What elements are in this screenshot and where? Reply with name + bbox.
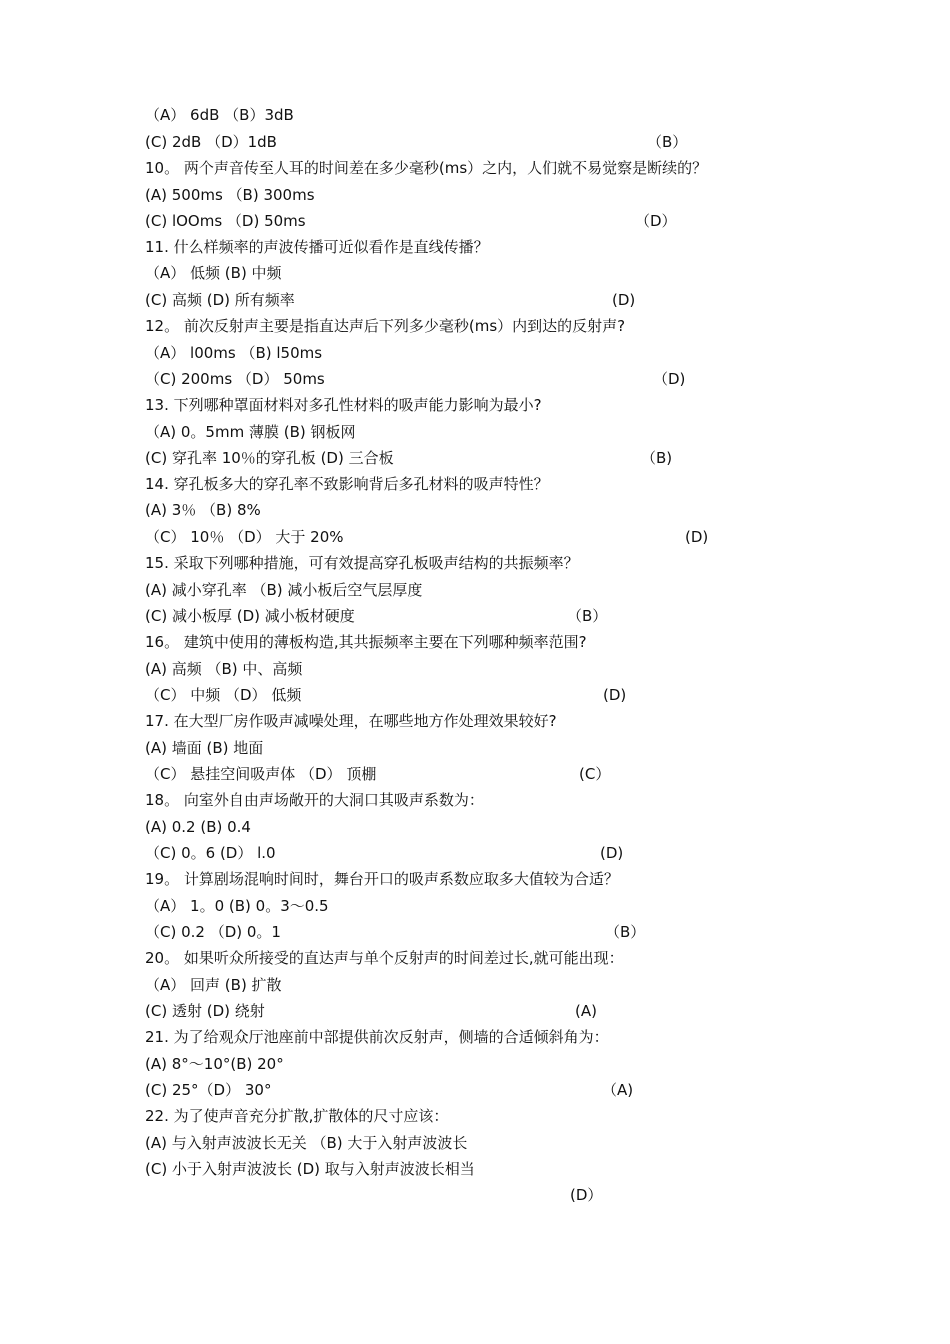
line-text: （C) 200ms （D） 50ms [145, 370, 325, 388]
answer-label: （B) [641, 449, 673, 467]
answer-label: (D） [570, 1186, 603, 1204]
line-text: 20。 如果听众所接受的直达声与单个反射声的时间差过长,就可能出现： [145, 949, 624, 967]
line-text: 10。 两个声音传至人耳的时间差在多少毫秒(ms）之内，人们就不易觉察是断续的？ [145, 159, 708, 177]
answer-label: (C） [579, 765, 611, 783]
answer-label: （D) [653, 370, 686, 388]
answer-label: （D） [635, 212, 677, 230]
line-text: （C） 中频 （D） 低频 [145, 686, 302, 704]
line-text: (A) 500ms （B) 300ms [145, 186, 315, 204]
line-text: （C) 0.2 （D) 0。1 [145, 923, 281, 941]
line-text: (C) lOOms （D) 50ms [145, 212, 306, 230]
line-text: (A) 减小穿孔率 （B) 减小板后空气层厚度 [145, 581, 423, 599]
line-text: 15. 采取下列哪种措施，可有效提高穿孔板吸声结构的共振频率？ [145, 554, 579, 572]
line-text: (A) 0.2 (B) 0.4 [145, 818, 251, 836]
line-text: （C） 悬挂空间吸声体 （D） 顶棚 [145, 765, 377, 783]
answer-label: (D) [612, 291, 636, 309]
line-text: （C） 10％ （D） 大于 20% [145, 528, 344, 546]
answer-label: (D) [685, 528, 709, 546]
line-text: (C) 穿孔率 10％的穿孔板 (D) 三合板 [145, 449, 394, 467]
line-text: (C) 高频 (D) 所有频率 [145, 291, 295, 309]
answer-label: (A) [575, 1002, 597, 1020]
line-text: 13. 下列哪种罩面材料对多孔性材料的吸声能力影响为最小? [145, 396, 542, 414]
line-text: 17. 在大型厂房作吸声减噪处理，在哪些地方作处理效果较好? [145, 712, 557, 730]
line-text: 12。 前次反射声主要是指直达声后下列多少毫秒(ms）内到达的反射声? [145, 317, 626, 335]
line-text: 19。 计算剧场混响时间时，舞台开口的吸声系数应取多大值较为合适？ [145, 870, 619, 888]
line-text: （A） 回声 (B) 扩散 [145, 976, 282, 994]
answer-label: （B） [605, 923, 646, 941]
line-text: (A) 3％ （B) 8% [145, 501, 261, 519]
line-text: （A） 6dB （B）3dB [145, 106, 294, 124]
line-text: (C) 25°（D） 30° [145, 1081, 272, 1099]
line-text: (C) 减小板厚 (D) 减小板材硬度 [145, 607, 355, 625]
line-text: （A） 1。0 (B) 0。3～0.5 [145, 897, 329, 915]
line-text: (A) 8°～10°(B) 20° [145, 1055, 284, 1073]
line-text: （A) 0。5mm 薄膜 (B) 钢板网 [145, 423, 356, 441]
answer-label: （B） [567, 607, 608, 625]
line-text: （A） l00ms （B) l50ms [145, 344, 323, 362]
answer-label: (D) [600, 844, 624, 862]
line-text: (A) 墙面 (B) 地面 [145, 739, 264, 757]
line-text: 21. 为了给观众厅池座前中部提供前次反射声，侧墙的合适倾斜角为： [145, 1028, 609, 1046]
answer-label: (D) [603, 686, 627, 704]
line-text: 11. 什么样频率的声波传播可近似看作是直线传播？ [145, 238, 489, 256]
answer-label: （B） [647, 133, 688, 151]
line-text: 22. 为了使声音充分扩散,扩散体的尺寸应该： [145, 1107, 449, 1125]
line-text: （C) 0。6 (D） l.0 [145, 844, 276, 862]
line-text: (A) 高频 （B) 中、高频 [145, 660, 303, 678]
line-text: 18。 向室外自由声场敞开的大洞口其吸声系数为： [145, 791, 484, 809]
line-text: 14. 穿孔板多大的穿孔率不致影响背后多孔材料的吸声特性？ [145, 475, 549, 493]
line-text: (A) 与入射声波波长无关 （B) 大于入射声波波长 [145, 1134, 468, 1152]
line-text: 16。 建筑中使用的薄板构造,其共振频率主要在下列哪种频率范围? [145, 633, 587, 651]
line-text: (C) 2dB （D）1dB [145, 133, 277, 151]
line-text: （A） 低频 (B) 中频 [145, 264, 282, 282]
line-text: (C) 透射 (D) 绕射 [145, 1002, 265, 1020]
line-text: (C) 小于入射声波波长 (D) 取与入射声波波长相当 [145, 1160, 475, 1178]
answer-label: （A) [602, 1081, 634, 1099]
